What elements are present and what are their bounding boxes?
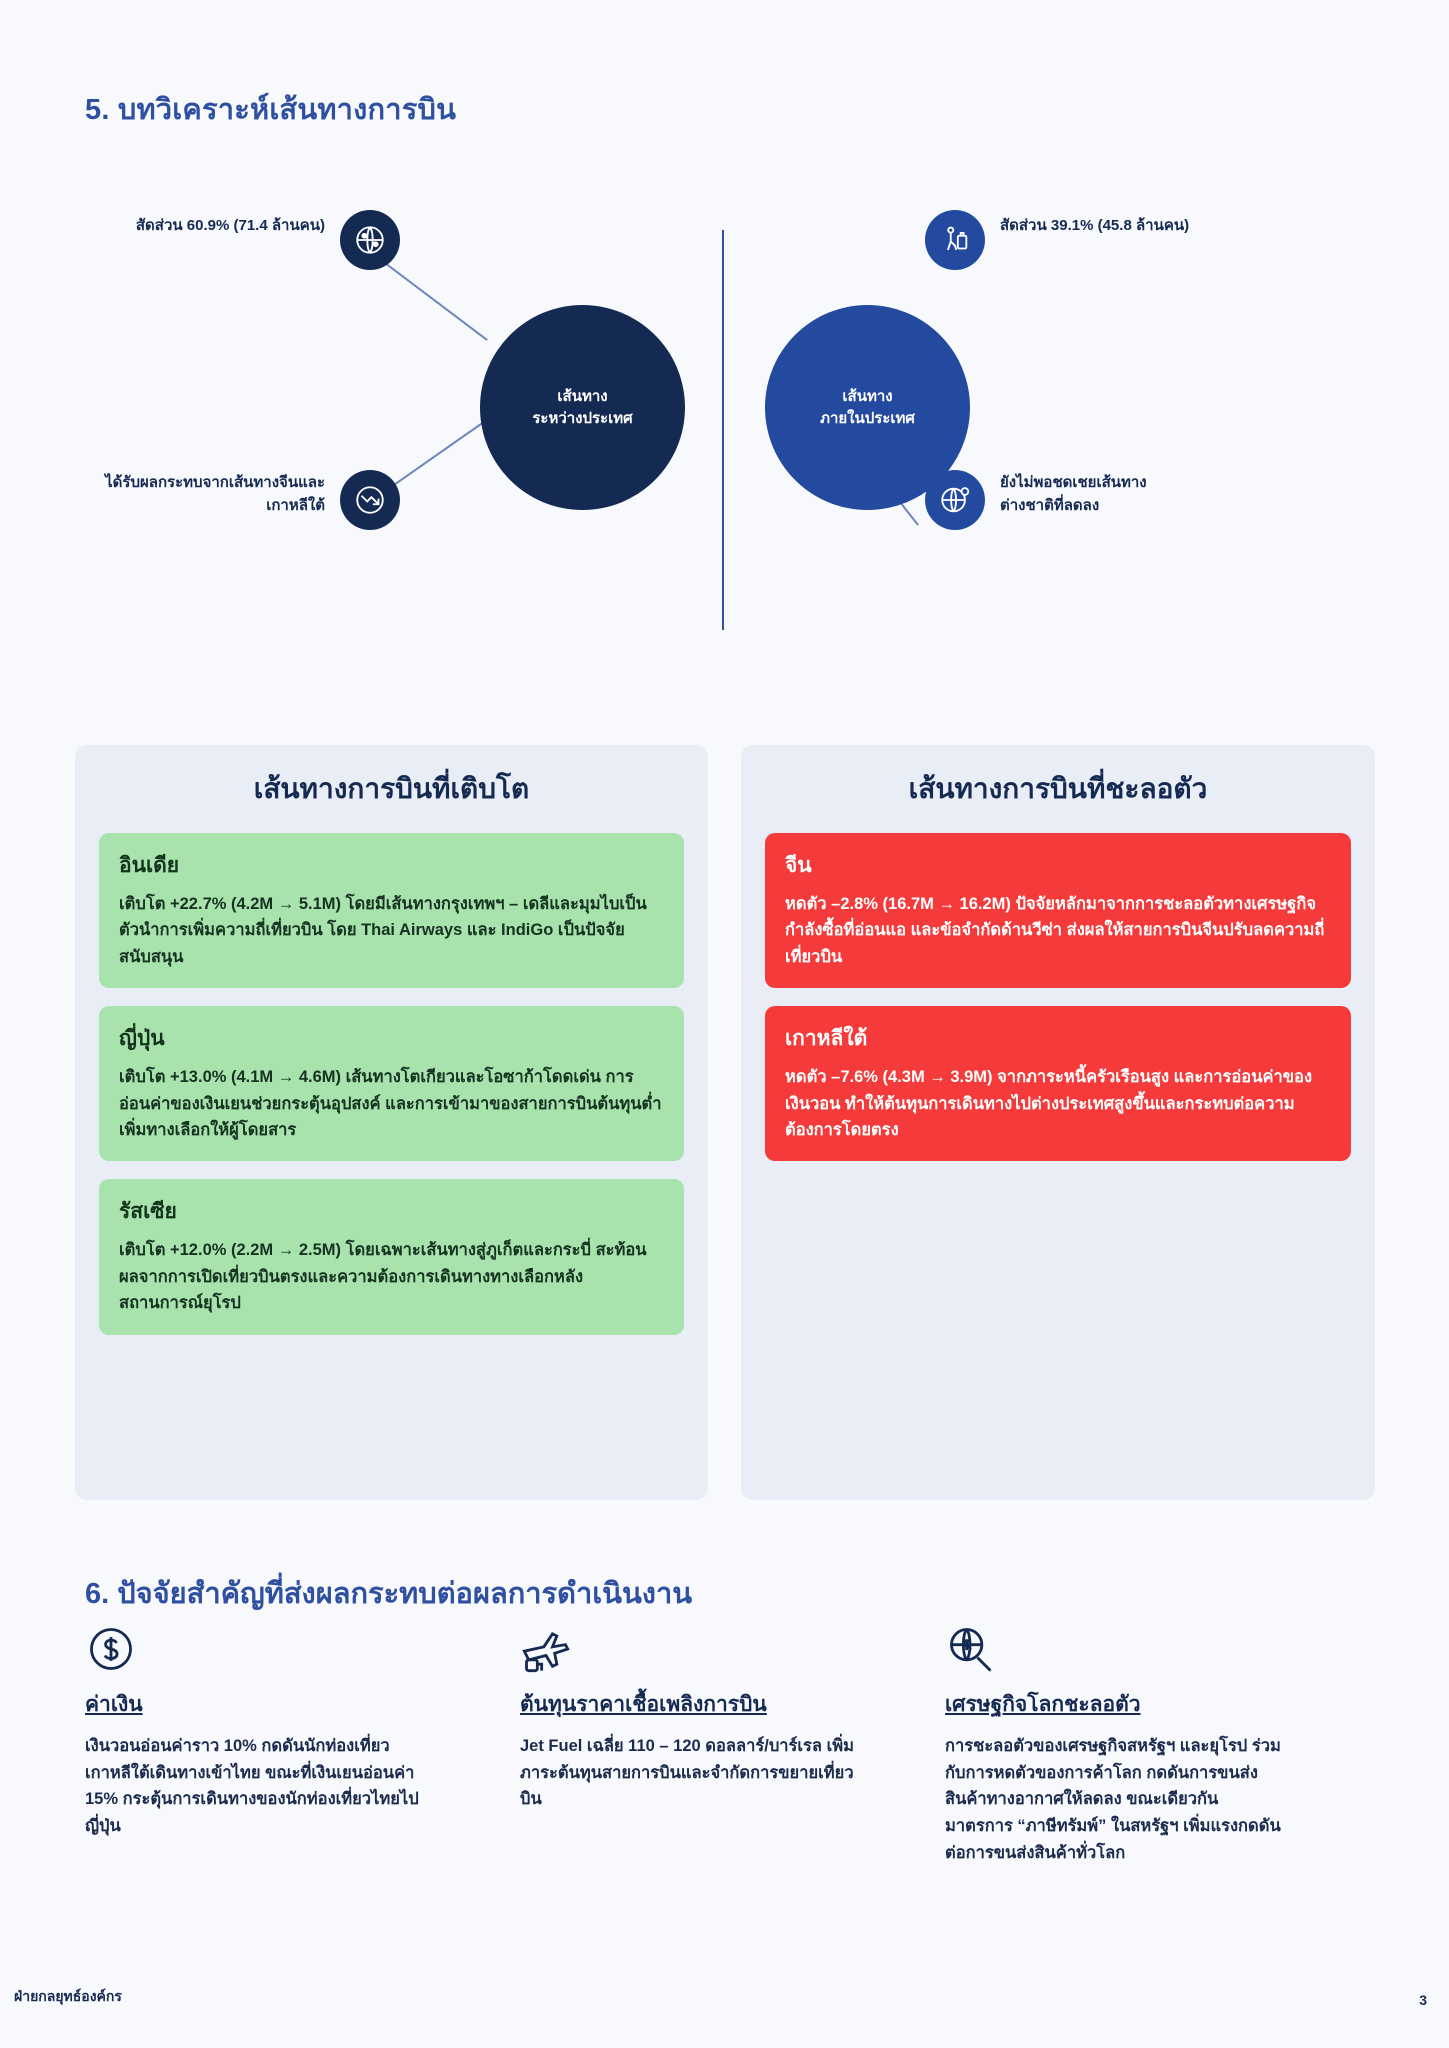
factor-currency	[85, 1620, 430, 1840]
section-6-title: 6. ปัจจัยสำคัญที่ส่งผลกระทบต่อผลการดำเนินงาน	[85, 1578, 693, 1610]
card-head: จีน	[785, 854, 812, 877]
globe-network-icon	[925, 470, 985, 530]
card-body: เติบโต +13.0% (4.1M → 4.6M) เส้นทางโตเกียวและโอซาก้าโดดเด่น การอ่อนค่าของเงินเยนช่วยกระตุ้นอุปสงค์ และการเข้ามาของสายการบินต้นทุนต่ำเพิ่มทางเลือกให้ผู้โดยสาร	[119, 1068, 662, 1139]
card-head: อินเดีย	[119, 854, 180, 877]
factor-title: ค่าเงิน	[85, 1693, 143, 1716]
card-head: รัสเซีย	[119, 1200, 177, 1224]
factor-jet-fuel	[520, 1620, 865, 1813]
slowing-card-south-korea	[765, 1006, 1351, 1161]
dollar-coin-icon	[85, 1620, 430, 1678]
factor-global-economy	[945, 1620, 1290, 1867]
intl-top-label: สัดส่วน 60.9% (71.4 ล้านคน)	[135, 217, 325, 234]
traveler-luggage-icon	[925, 210, 985, 270]
factor-body: การชะลอตัวของเศรษฐกิจสหรัฐฯ และยุโรป ร่วมกับการหดตัวของการค้าโลก กดดันการขนส่งสินค้าทางอากาศให้ลดลง ขณะเดียวกัน มาตรการ “ภาษีทรัมพ์” ในสหรัฐฯ เพิ่มแรงกดดันต่อการขนส่งสินค้าทั่วโลก	[945, 1737, 1281, 1862]
growing-card-india	[99, 833, 684, 988]
factor-body: เงินวอนอ่อนค่าราว 10% กดดันนักท่องเที่ยวเกาหลีใต้เดินทางเข้าไทย ขณะที่เงินเยนอ่อนค่า 15% กระตุ้นการเดินทางของนักท่องเที่ยวไทยไปญี่ปุ่น	[85, 1737, 419, 1836]
footer-department: ฝ่ายกลยุทธ์องค์กร	[14, 1988, 122, 2004]
dom-bottom-label-line1: ยังไม่พอชดเชยเส้นทาง	[1000, 474, 1147, 491]
growing-routes-title: เส้นทางการบินที่เติบโต	[253, 773, 530, 804]
dom-top-label: สัดส่วน 39.1% (45.8 ล้านคน)	[1000, 217, 1190, 234]
diagram-divider	[722, 230, 724, 630]
card-body: หดตัว –7.6% (4.3M → 3.9M) จากภาระหนี้ครัวเรือนสูง และการอ่อนค่าของเงินวอน ทำให้ต้นทุนการเดินทางไปต่างประเทศสูงขึ้นและกระทบต่อความต้องการโดยตรง	[785, 1068, 1313, 1139]
international-routes-circle	[480, 305, 685, 510]
card-body: เติบโต +12.0% (2.2M → 2.5M) โดยเฉพาะเส้นทางสู่ภูเก็ตและกระบี่ สะท้อนผลจากการเปิดเที่ยวบินตรงและความต้องการเดินทางทางเลือกหลังสถานการณ์ยุโรป	[119, 1241, 647, 1313]
card-body: เติบโต +22.7% (4.2M → 5.1M) โดยมีเส้นทางกรุงเทพฯ – เดลีและมุมไบเป็นตัวนำการเพิ่มความถี่เที่ยวบิน โดย Thai Airways และ IndiGo เป็นปัจจัยสนับสนุน	[119, 895, 647, 966]
factor-body: Jet Fuel เฉลี่ย 110 – 120 ดอลลาร์/บาร์เรล เพิ่มภาระต้นทุนสายการบินและจำกัดการขยายเที่ยวบิน	[520, 1737, 855, 1809]
dom-bottom-label-line2: ต่างชาติที่ลดลง	[1000, 496, 1100, 514]
factor-title: ต้นทุนราคาเชื้อเพลิงการบิน	[520, 1693, 767, 1716]
globe-people-icon	[340, 210, 400, 270]
intl-bottom-label	[0, 472, 325, 517]
slowing-card-china	[765, 833, 1351, 988]
growing-card-russia	[99, 1179, 684, 1334]
dom-circle-label-line1: เส้นทาง	[842, 387, 893, 405]
growing-card-japan	[99, 1006, 684, 1161]
intl-circle-label-line2: ระหว่างประเทศ	[532, 409, 633, 427]
declining-chart-icon	[340, 470, 400, 530]
page-number: 3	[1419, 1992, 1427, 2008]
intl-bottom-label-line1: ได้รับผลกระทบจากเส้นทางจีนและ	[105, 474, 325, 491]
slowing-routes-title: เส้นทางการบินที่ชะลอตัว	[908, 773, 1208, 804]
dom-bottom-label	[1000, 472, 1330, 517]
connector-intl-top	[379, 258, 488, 341]
global-economy-icon	[945, 1620, 1290, 1678]
section-5-title: 5. บทวิเคราะห์เส้นทางการบิน	[85, 94, 457, 126]
card-head: ญี่ปุ่น	[119, 1027, 165, 1051]
card-head: เกาหลีใต้	[785, 1027, 868, 1051]
connector-intl-bottom	[385, 415, 493, 491]
card-body: หดตัว –2.8% (16.7M → 16.2M) ปัจจัยหลักมาจากการชะลอตัวทางเศรษฐกิจ กำลังซื้อที่อ่อนแอ และข้อจำกัดด้านวีซ่า ส่งผลให้สายการบินจีนปรับลดความถี่เที่ยวบิน	[785, 895, 1325, 966]
jet-fuel-plane-icon	[520, 1620, 865, 1678]
slowing-routes-panel	[741, 745, 1375, 1500]
factor-title: เศรษฐกิจโลกชะลอตัว	[945, 1693, 1141, 1716]
route-diagram	[85, 190, 1365, 670]
intl-circle-label-line1: เส้นทาง	[557, 387, 608, 405]
growing-routes-panel	[75, 745, 708, 1500]
intl-bottom-label-line2: เกาหลีใต้	[266, 496, 325, 514]
dom-circle-label-line2: ภายในประเทศ	[820, 409, 915, 427]
